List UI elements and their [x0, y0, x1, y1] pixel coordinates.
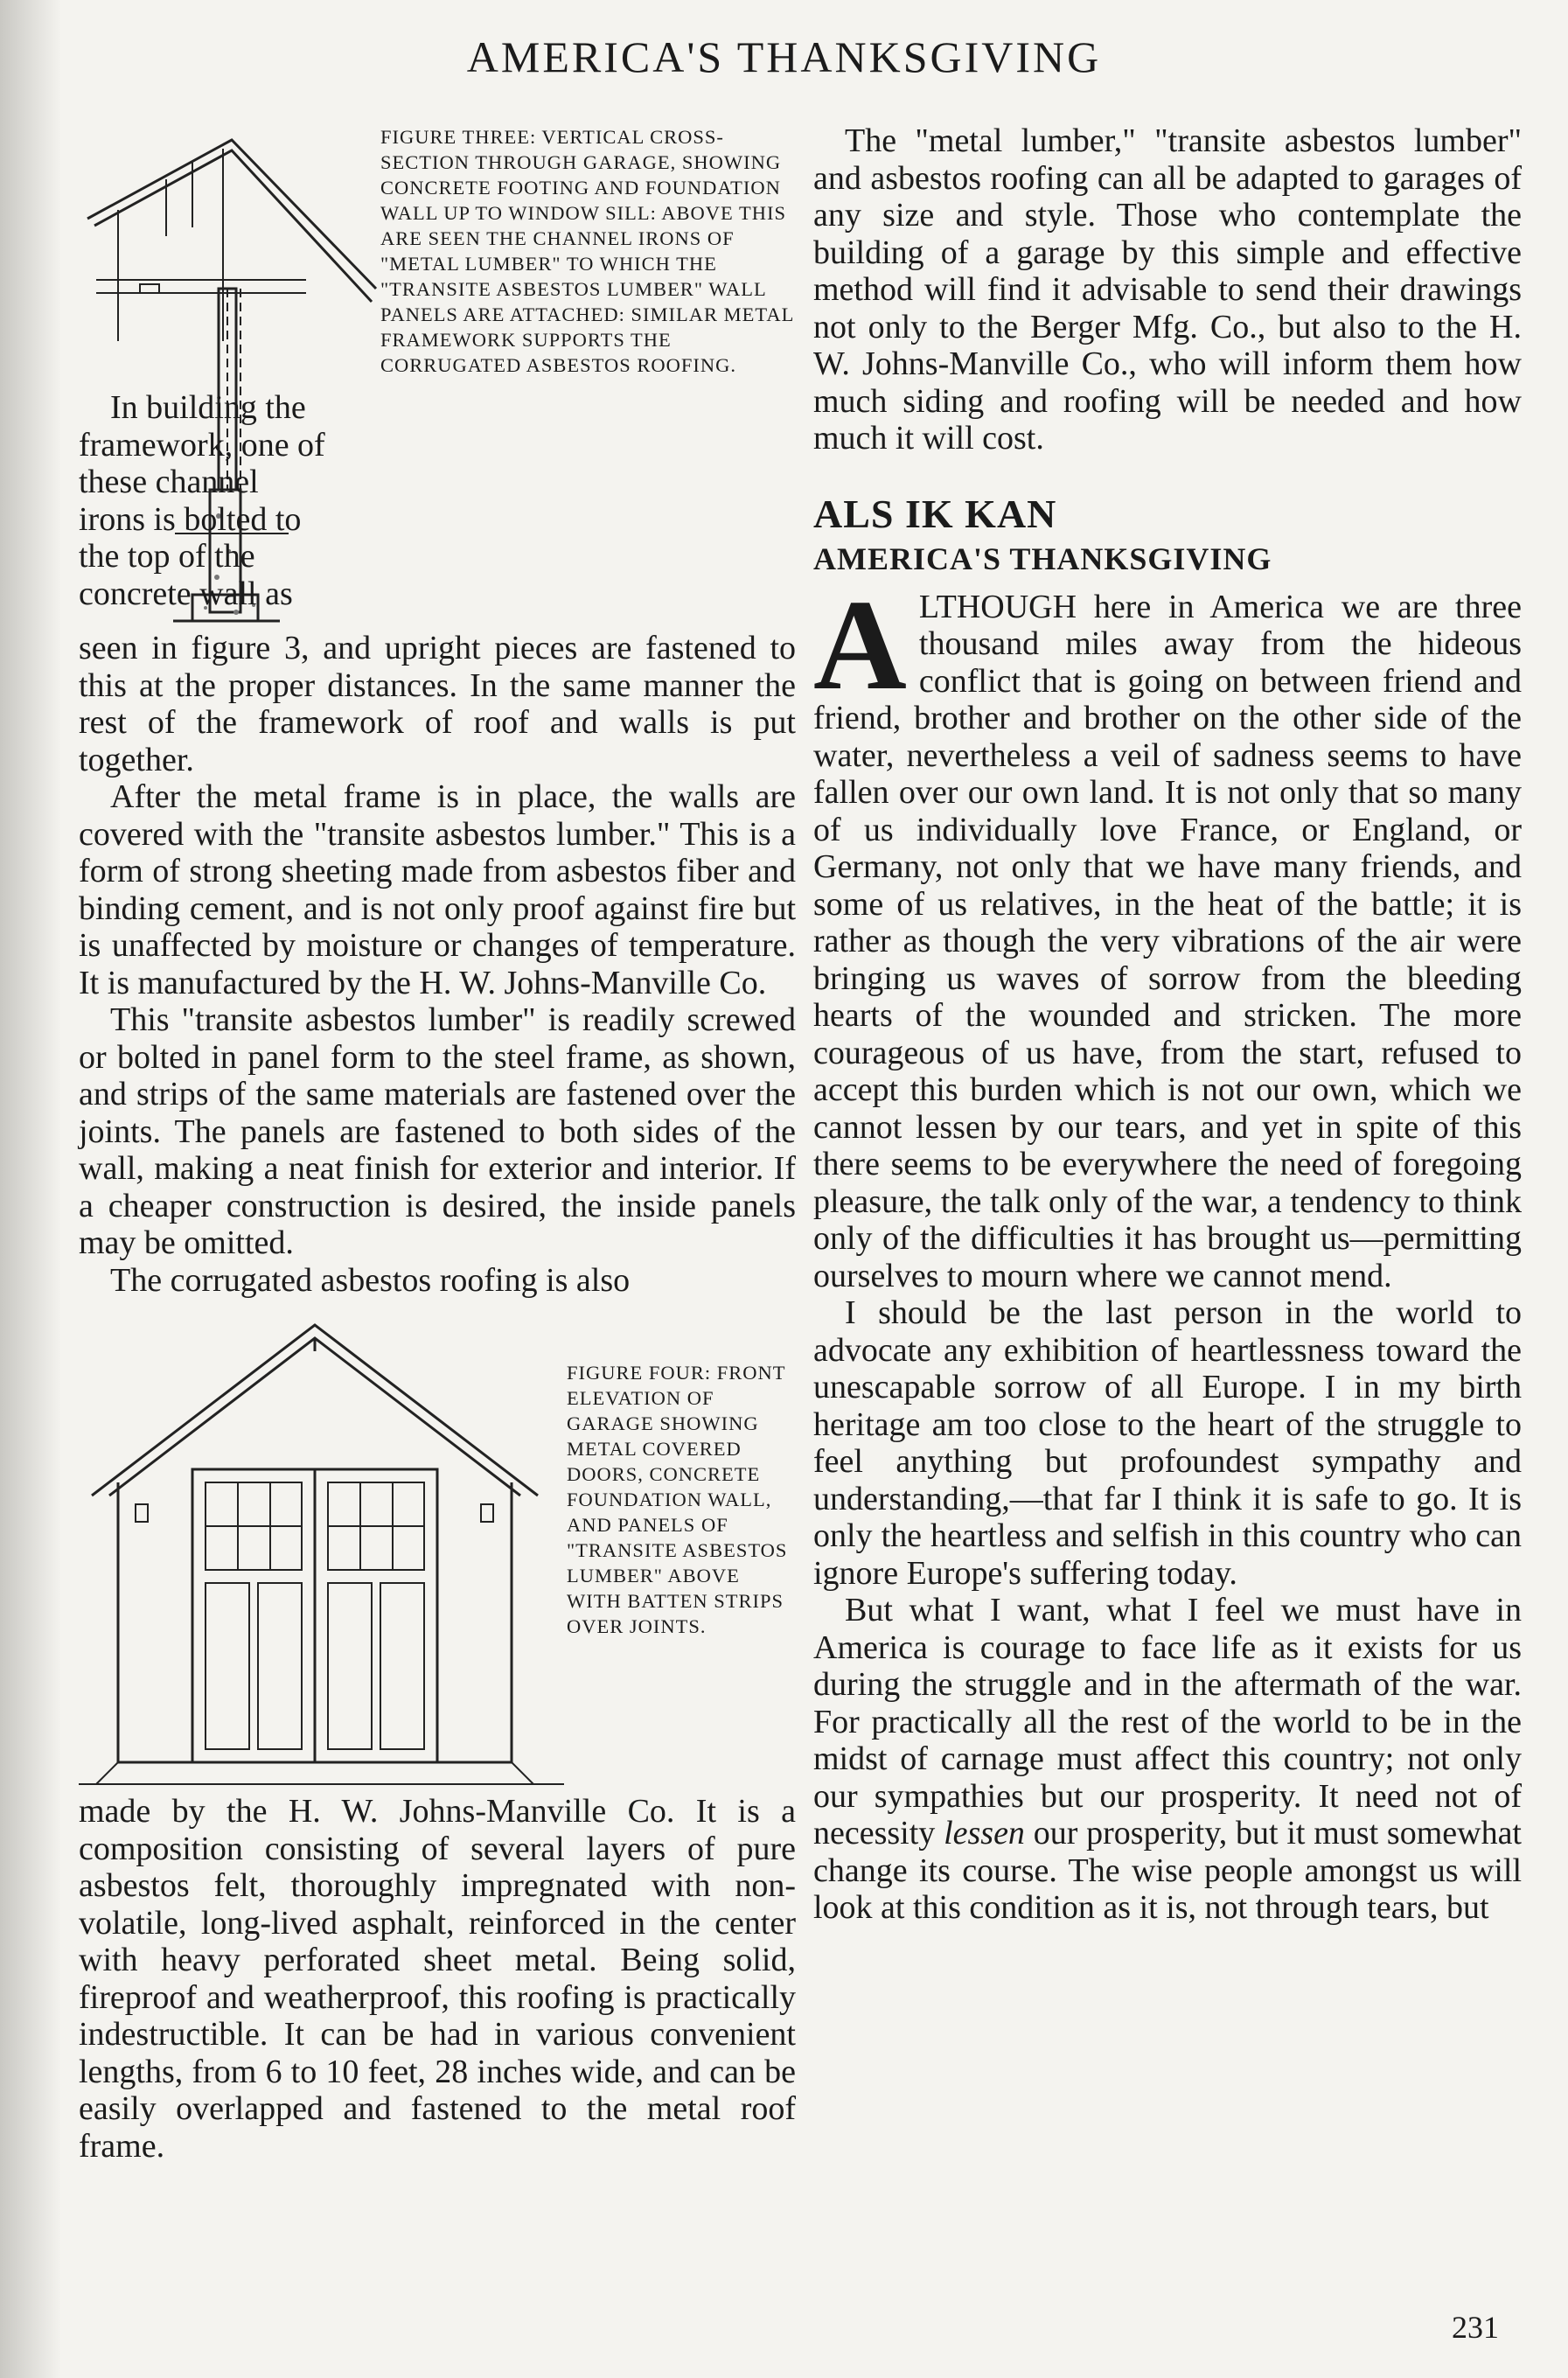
emphasis-lessen: lessen [944, 1815, 1025, 1851]
paragraph-last-person: I should be the last person in the world to advocate any exhibition of heartlessness toward the unescapable sorrow of all Europe. I in my birth heritage am too close to the heart of the struggle to feel anything but profoundest sympathy and understanding,—that far I think it is safe to go. It is only the heartless and selfish in this country who can ignore Europe's suffering today. [813, 1294, 1522, 1592]
page-edge-shadow [0, 0, 61, 2378]
right-column [813, 122, 1522, 1927]
figure-three-caption: FIGURE THREE: VERTICAL CROSS-SECTION THROUGH GARAGE, SHOWING CONCRETE FOOTING AND FOUNDATION WALL UP TO WINDOW SILL: ABOVE THIS ARE SEEN THE CHANNEL IRONS OF "METAL LUMBER" TO WHICH THE "TRANSITE ASBESTOS LUMBER" WALL PANELS ARE ATTACHED: SIMILAR METAL FRAMEWORK SUPPORTS THE CORRUGATED ASBESTOS ROOFING. [380, 126, 794, 376]
section-subtitle: AMERICA'S THANKSGIVING [813, 540, 1272, 576]
paragraph-courage [813, 1592, 1522, 1927]
paragraph-framework-continued: seen in figure 3, and upright pieces are fastened to this at the proper distances. In the same manner the rest of the framework of roof and walls is put together. [79, 630, 796, 778]
page-number: 231 [1452, 2310, 1499, 2345]
figure-four [79, 1308, 796, 1793]
left-column [79, 122, 796, 2165]
paragraph-courage-b: our prosperity, but it must somewhat change its course. The wise people amongst us will look at this condition as it is, not through tears, but [813, 1815, 1522, 1926]
wrap-paragraph: In building the framework, one of these channel irons is bolted to the top of the concrete wall as [79, 389, 325, 612]
figure-four-caption: FIGURE FOUR: FRONT ELEVATION OF GARAGE SHOWING METAL COVERED DOORS, CONCRETE FOUNDATION WALL, AND PANELS OF "TRANSITE ASBESTOS LUMBER" ABOVE WITH BATTEN STRIPS OVER JOINTS. [567, 1362, 788, 1637]
garage-front-elevation-illustration [79, 1308, 568, 1793]
paragraph-although [813, 573, 1522, 1295]
paragraph-adaptation: The "metal lumber," "transite asbestos lumber" and asbestos roofing can all be adapted to garages of any size and style. Those who contemplate the building of a garage by this simple and effective method will find it advisable to send their drawings not only to the Berger Mfg. Co., but also to the H. W. Johns-Manville Co., who will inform them how much siding and roofing will be needed and how much it will cost. [813, 122, 1522, 457]
paragraph-although-text: LTHOUGH here in America we are three thousand miles away from the hideous conflict that is going on between friend and friend, brother and brother on the other side of the water, nevertheless a veil of sadness seems to have fallen over our own land. It is not only that so many of us individually love France, or England, or Germany, not only that we have many friends, and some of us relatives, in the heat of the battle; it is rather as though the very vibrations of the air were bringing us waves of sorrow from the bleeding hearts of the wounded and stricken. The more courageous of us have, from the start, refused to accept this burden which is not our own, which we cannot lessen by our tears, and yet in spite of this there seems to be everywhere the need of foregoing pleasure, the talk only of the war, a tendency to think only of the difficulties it has brought us—permitting ourselves to mourn where we cannot mend. [813, 588, 1522, 1294]
paragraph-roofing-end: made by the H. W. Johns-Manville Co. It is a composition consisting of several layers of pure asbestos felt, thoroughly impregnated with non-volatile, long-lived asphalt, reinforced in the center with heavy perforated sheet metal. Being solid, fireproof and weatherproof, this roofing is practically indestructible. It can be had in various convenient lengths, from 6 to 10 feet, 28 inches wide, and can be easily overlapped and fastened to the metal roof frame. [79, 1793, 796, 2165]
paragraph-courage-a: But what I want, what I feel we must have in America is courage to face life as it exists for us during the struggle and in the aftermath of the war. For practically all the rest of the world to be in the midst of carnage must affect this country; not only our sympathies but our prosperity. It need not of necessity [813, 1592, 1522, 1851]
paragraph-roofing-start: The corrugated asbestos roofing is also [110, 1261, 631, 1299]
wrap-paragraph-block [79, 389, 332, 612]
section-title: ALS IK KAN [813, 491, 1057, 536]
running-head: AMERICA'S THANKSGIVING [466, 32, 1102, 81]
drop-cap: A [813, 573, 907, 717]
figure-three [79, 122, 796, 630]
paragraph-transite-lumber: This "transite asbestos lumber" is readily screwed or bolted in panel form to the steel frame, as shown, and strips of the same materials are fastened over the joints. The panels are fastened to both sides of the wall, making a neat finish for exterior and interior. If a cheaper construction is desired, the inside panels may be omitted. [79, 1001, 796, 1261]
paragraph-metal-frame: After the metal frame is in place, the walls are covered with the "transite asbestos lumber." This is a form of strong sheeting made from asbestos fiber and binding cement, and is not only proof against fire but is unaffected by moisture or changes of temperature. It is manufactured by the H. W. Johns-Manville Co. [79, 778, 796, 1001]
